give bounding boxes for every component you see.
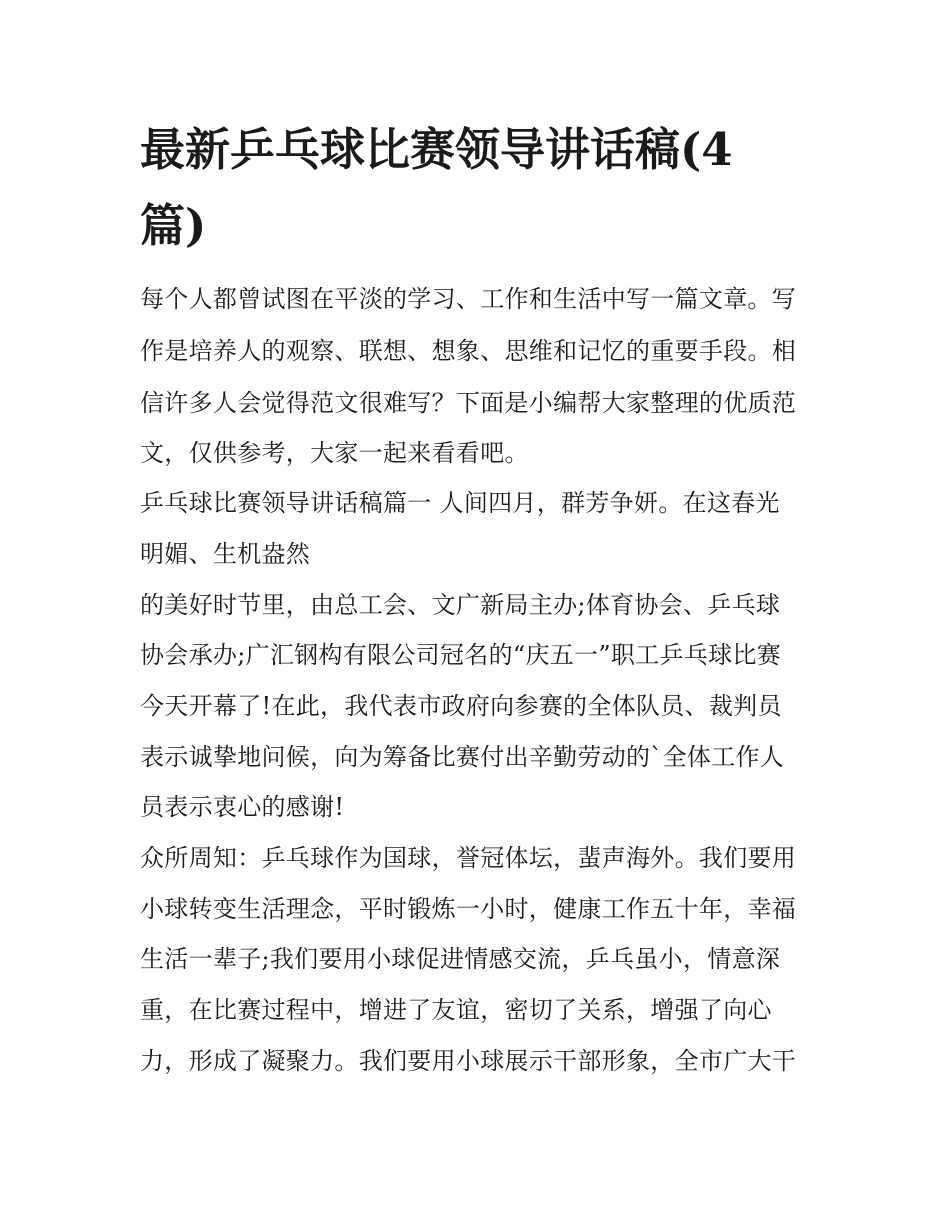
- body-text-line: 小球转变生活理念，平时锻炼一小时，健康工作五十年，幸福: [140, 895, 797, 923]
- body-text-line: 生活一辈子;我们要用小球促进情感交流，乒乓虽小，情意深: [140, 945, 781, 973]
- body-text-line: 信许多人会觉得范文很难写？下面是小编帮大家整理的优质范: [140, 389, 797, 417]
- body-text-line: 重，在比赛过程中，增进了友谊，密切了关系，增强了向心: [140, 996, 772, 1024]
- body-text-line: 的美好时节里，由总工会、文广新局主办;体育协会、乒乓球: [140, 591, 781, 619]
- body-text-line: 今天开幕了!在此，我代表市政府向参赛的全体队员、裁判员: [140, 692, 782, 720]
- body-text-line: 协会承办;广汇钢构有限公司冠名的“庆五一”职工乒乓球比赛: [140, 641, 782, 669]
- title-line-1: 最新乒乓球比赛领导讲话稿(4: [140, 123, 733, 176]
- document-title: [140, 112, 820, 264]
- body-text-line: 众所周知：乒乓球作为国球，誉冠体坛，蜚声海外。我们要用: [140, 844, 797, 872]
- body-text-line: 明媚、生机盎然: [140, 540, 311, 568]
- body-text-line: 员表示衷心的感谢!: [140, 793, 345, 821]
- title-line-2: 篇): [140, 199, 207, 252]
- body-text-line: 乒乓球比赛领导讲话稿篇一 人间四月，群芳争妍。在这春光: [140, 489, 780, 517]
- body-text-line: 每个人都曾试图在平淡的学习、工作和生活中写一篇文章。写: [140, 285, 797, 313]
- body-text-line: 文，仅供参考，大家一起来看看吧。: [140, 439, 529, 467]
- body-text-line: 表示诚挚地问候，向为筹备比赛付出辛勤劳动的`全体工作人: [140, 743, 785, 771]
- body-text-line: 力，形成了凝聚力。我们要用小球展示干部形象，全市广大干: [140, 1047, 797, 1075]
- body-text-line: 作是培养人的观察、联想、想象、思维和记忆的重要手段。相: [140, 337, 797, 365]
